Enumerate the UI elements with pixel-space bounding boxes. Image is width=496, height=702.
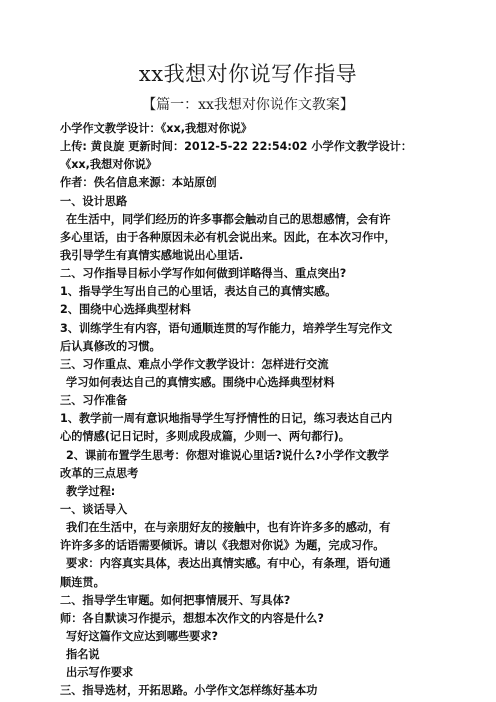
body-line: 上传: 黄良旋 更新时间：2012-5-22 22:54:02 小学作文教学设计： (60, 140, 413, 154)
section-heading: 三、习作重点、难点小学作文教学设计：怎样进行交流 (60, 357, 329, 371)
list-item: 1、指导学生写出自己的心里话，表达自己的真情实感。 (60, 285, 337, 299)
body-line: 我引导学生有真情实感地说出心里话. (60, 248, 244, 262)
section-heading: 一、谈话导入 (60, 502, 128, 516)
document-subtitle: 【篇一：xx我想对你说作文教案】 (142, 97, 354, 113)
list-item: 2、围绕中心选择典型材料 (60, 303, 191, 317)
body-line: 要求：内容真实具体，表达出真情实感。有中心，有条理，语句通 (66, 557, 391, 571)
section-heading: 二、习作指导目标小学写作如何做到详略得当、重点突出? (60, 267, 347, 281)
body-line: 多心里话，由于各种原因未必有机会说出来。因此，在本次习作中， (60, 230, 396, 244)
section-heading: 三、指导选材，开拓思路。小学作文怎样练好基本功 (60, 684, 318, 698)
list-item: 3、训练学生有内容，语句通顺连贯的写作能力，培养学生写完作文 (60, 321, 393, 335)
document-title: xx我想对你说写作指导 (138, 62, 358, 86)
list-item: 2、课前布置学生思考：你想对谁说心里话?说什么?小学作文教学 (66, 448, 389, 462)
section-heading: 二、指导学生审题。如何把事情展开、写具体? (60, 593, 291, 607)
body-line: 指名说 (66, 648, 100, 662)
body-line: 小学作文教学设计：《xx,我想对你说》 (60, 122, 253, 135)
body-line: 心的情感(记日记时，多则成段成篇，少则一、两句都行)。 (60, 430, 350, 444)
body-line: 我们在生活中，在与亲朋好友的接触中，也有许许多多的感动，有 (66, 521, 391, 535)
body-line: 出示写作要求 (66, 666, 134, 680)
body-line: 顺连贯。 (60, 575, 105, 589)
body-line: 《xx,我想对你说》 (60, 158, 157, 172)
body-line: 学习如何表达自己的真情实感。围绕中心选择典型材料 (66, 375, 335, 389)
body-line: 改革的三点思考 (60, 466, 139, 480)
section-heading: 教学过程: (66, 484, 116, 498)
section-heading: 三、习作准备 (60, 394, 128, 408)
body-line: 后认真修改的习惯。 (60, 339, 161, 353)
document-body (60, 120, 450, 701)
body-line: 写好这篇作文应达到哪些要求? (66, 629, 218, 643)
list-item: 1、教学前一周有意识地指导学生写抒情性的日记，练习表达自己内 (60, 412, 393, 426)
body-line: 许许多多的话语需要倾诉。请以《我想对你说》为题，完成习作。 (60, 539, 385, 553)
body-line: 作者：佚名信息来源：本站原创 (60, 176, 217, 190)
body-line: 在生活中，同学们经历的许多事都会触动自己的思想感情，会有许 (66, 212, 391, 226)
body-line: 师：各自默读习作提示，想想本次作文的内容是什么? (60, 611, 324, 625)
section-heading: 一、设计思路 (60, 194, 128, 208)
